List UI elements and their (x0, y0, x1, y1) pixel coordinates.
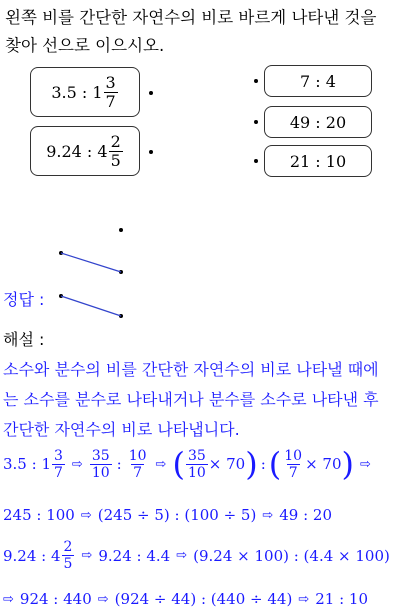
explanation-text (3, 355, 399, 445)
answer-label: 정답 : (3, 290, 45, 309)
left-item-2-fraction: $\frac{2}{5}$ (110, 131, 121, 170)
solution-line-4: ⇨ 924 : 440 ⇨ (924 ÷ 44) : (440 ÷ 44) ⇨ 21 : 10 (3, 590, 368, 608)
answer-dot-right-1 (119, 228, 123, 232)
sol1-colon: : (116, 455, 122, 473)
solution-line-1: 3.5 : 1 $\frac{3}{7}$ ⇨ $\frac{35}{10}$ : $\frac{10}{7}$ ⇨ ( $\frac{35}{10}$ × 70 ) : ( $\frac{10}{7}$ × 70 ) ⇨ (3, 445, 371, 483)
right-item-1[interactable]: 7 : 4 (264, 65, 372, 97)
arrow-icon: ⇨ (298, 591, 310, 607)
left-item-2-whole: 9.24 : 4 (46, 141, 108, 161)
solution-line-3: 9.24 : 4 $\frac{2}{5}$ ⇨ 9.24 : 4.4 ⇨ (9.24 × 100) : (4.4 × 100) (3, 539, 390, 572)
left-item-1-fraction: $\frac{3}{7}$ (105, 72, 116, 111)
arrow-icon: ⇨ (80, 507, 92, 523)
arrow-icon: ⇨ (359, 456, 371, 472)
arrow-icon: ⇨ (81, 548, 93, 563)
arrow-icon: ⇨ (176, 548, 188, 563)
explanation-label: 해설 : (3, 330, 45, 349)
right-item-3[interactable]: 21 : 10 (264, 145, 372, 177)
question-line-1: 왼쪽 비를 간단한 자연수의 비로 바르게 나타낸 것을 (5, 8, 377, 27)
explanation-line-1: 소수와 분수의 비를 간단한 자연수의 비로 나타낼 때에 (3, 360, 379, 379)
answer-line-1 (61, 253, 121, 272)
sol1-fraction: $\frac{3}{7}$ (54, 447, 63, 481)
sol1-frac-c: $\frac{10}{7}$ (128, 447, 147, 481)
arrow-icon: ⇨ (71, 456, 83, 472)
sol1-frac-d: $\frac{35}{10}$ (187, 447, 206, 481)
sol1-frac-e: $\frac{10}{7}$ (284, 447, 303, 481)
left-item-1-whole: 3.5 : 1 (51, 82, 103, 102)
arrow-icon: ⇨ (3, 591, 14, 607)
question-line-2: 찾아 선으로 이으시오. (5, 36, 165, 55)
explanation-line-2: 는 소수를 분수로 나타내거나 분수를 소수로 나타낸 후 (3, 390, 379, 409)
sol3-fraction: $\frac{2}{5}$ (63, 539, 73, 572)
solution-line-2: 245 : 100 ⇨ (245 ÷ 5) : (100 ÷ 5) ⇨ 49 : 20 (3, 506, 332, 524)
arrow-icon: ⇨ (97, 591, 109, 607)
arrow-icon: ⇨ (262, 507, 274, 523)
explanation-line-3: 간단한 자연수의 비로 나타냅니다. (3, 420, 240, 439)
right-item-2[interactable]: 49 : 20 (264, 106, 372, 138)
answer-line-2 (61, 296, 121, 316)
sol1-frac-b: $\frac{35}{10}$ (91, 447, 110, 481)
sol1-ratio: 3.5 : 1 (3, 455, 51, 473)
arrow-icon: ⇨ (155, 456, 167, 472)
